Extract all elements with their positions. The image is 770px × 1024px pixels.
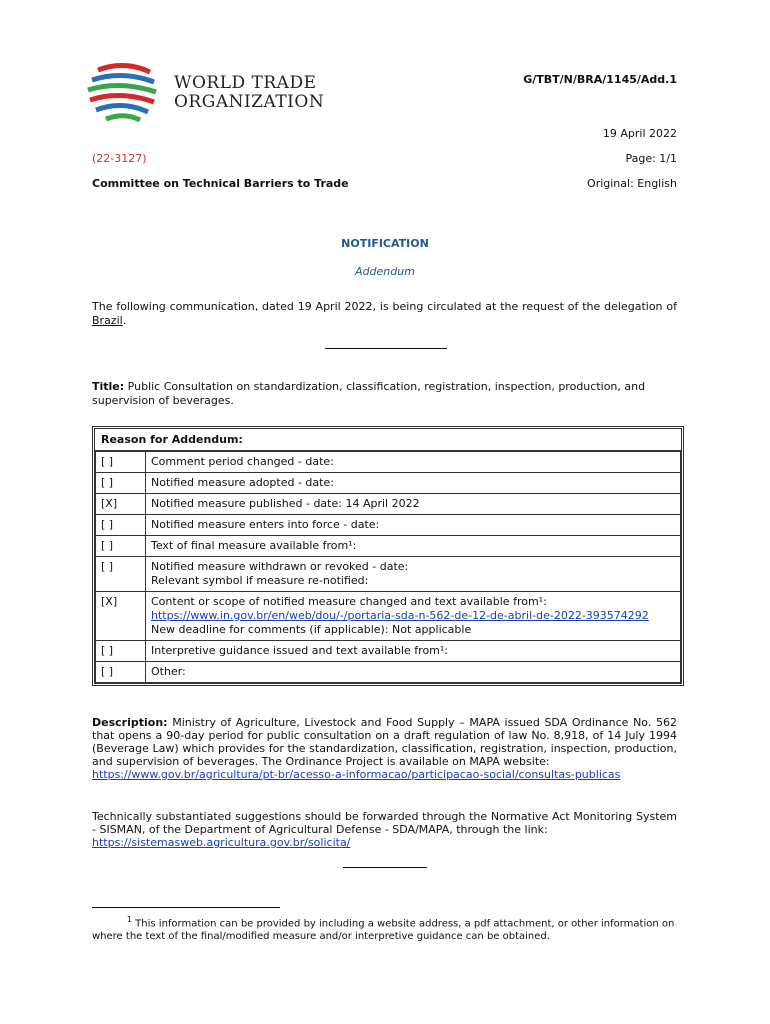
- checkbox-mark: [ ]: [96, 473, 146, 494]
- table-row: [96, 557, 681, 592]
- reason-text: Interpretive guidance issued and text available from¹:: [146, 641, 681, 662]
- title-paragraph: [92, 380, 677, 408]
- description-label: Description:: [92, 716, 168, 729]
- original-language: Original: English: [587, 177, 677, 190]
- sisman-link[interactable]: https://sistemasweb.agricultura.gov.br/solicita/: [92, 836, 351, 849]
- table-row: [96, 592, 681, 641]
- title-text: Public Consultation on standardization, classification, registration, inspection, production, and supervision of beverages.: [92, 380, 646, 407]
- intro-text: The following communication, dated 19 April 2022, is being circulated at the request of the delegation of: [92, 300, 677, 313]
- submission-paragraph: [92, 810, 677, 849]
- reason-table: [95, 451, 681, 683]
- footnote: [92, 913, 682, 943]
- member-country: Brazil: [92, 314, 123, 327]
- checkbox-mark: [ ]: [96, 536, 146, 557]
- intro-suffix: .: [122, 314, 127, 327]
- reason-text: Notified measure published - date: 14 April 2022: [146, 494, 681, 515]
- reason-text: Text of final measure available from¹:: [146, 536, 681, 557]
- reason-box: [92, 426, 684, 686]
- table-row: [96, 452, 681, 473]
- table-row: [96, 662, 681, 683]
- org-name-line2: ORGANIZATION: [174, 92, 325, 112]
- checkbox-mark: [ ]: [96, 641, 146, 662]
- intro-paragraph: [92, 300, 677, 328]
- checkbox-mark: [X]: [96, 592, 146, 641]
- table-row: [96, 515, 681, 536]
- table-row: [96, 473, 681, 494]
- reason-text: Comment period changed - date:: [146, 452, 681, 473]
- addendum-subheading: Addendum: [355, 265, 415, 278]
- reason-text: Notified measure adopted - date:: [146, 473, 681, 494]
- reason-cell: [146, 592, 681, 641]
- notification-heading: NOTIFICATION: [341, 237, 429, 250]
- reason-text-secondary: Relevant symbol if measure re-notified:: [151, 574, 369, 587]
- wto-logo-icon: [84, 58, 164, 128]
- reason-text: Notified measure enters into force - date:: [146, 515, 681, 536]
- reason-heading: Reason for Addendum:: [95, 429, 681, 451]
- reason-text: Content or scope of notified measure changed and text available from¹:: [151, 595, 547, 608]
- title-label: Title:: [92, 380, 125, 393]
- footnote-mark: 1: [126, 915, 132, 924]
- reason-text: Other:: [146, 662, 681, 683]
- portaria-link[interactable]: https://www.in.gov.br/en/web/dou/-/portaria-sda-n-562-de-12-de-abril-de-2022-393574292: [151, 609, 649, 622]
- wto-logo: [84, 58, 334, 128]
- submission-text: Technically substantiated suggestions should be forwarded through the Normative Act Monitoring System - SISMAN, of the Department of Agricultural Defense - SDA/MAPA, through the link:: [92, 810, 677, 836]
- checkbox-mark: [ ]: [96, 557, 146, 592]
- reference-number: (22-3127): [92, 152, 147, 165]
- checkbox-mark: [ ]: [96, 662, 146, 683]
- document-date: 19 April 2022: [602, 127, 677, 140]
- document-symbol: G/TBT/N/BRA/1145/Add.1: [523, 73, 677, 86]
- reason-text-secondary: New deadline for comments (if applicable): Not applicable: [151, 623, 472, 636]
- end-divider: [343, 867, 427, 868]
- table-row: [96, 536, 681, 557]
- reason-text: Notified measure withdrawn or revoked - date:: [151, 560, 409, 573]
- footnote-rule: [92, 907, 280, 908]
- checkbox-mark: [ ]: [96, 452, 146, 473]
- checkbox-mark: [X]: [96, 494, 146, 515]
- table-row: [96, 641, 681, 662]
- footnote-text: This information can be provided by including a website address, a pdf attachment, or other information on where the text of the final/modified measure and/or interpretive guidance can be obtained.: [92, 918, 675, 943]
- org-name-line1: WORLD TRADE: [174, 73, 317, 93]
- table-row: [96, 494, 681, 515]
- description-paragraph: [92, 716, 677, 781]
- checkbox-mark: [ ]: [96, 515, 146, 536]
- committee-name: Committee on Technical Barriers to Trade: [92, 177, 349, 190]
- section-divider: [325, 348, 447, 349]
- reason-cell: [146, 557, 681, 592]
- page-indicator: Page: 1/1: [625, 152, 677, 165]
- mapa-consultation-link[interactable]: https://www.gov.br/agricultura/pt-br/acesso-a-informacao/participacao-social/consultas-publicas: [92, 768, 621, 781]
- description-text: Ministry of Agriculture, Livestock and Food Supply – MAPA issued SDA Ordinance No. 562 that opens a 90-day period for public consultation on a draft regulation of law No. 8,918, of 14 July 1994 (Beverage Law) which provides for the standardization, classification, registration, inspection, production, and supervision of beverages. The Ordinance Project is available on MAPA website:: [92, 716, 677, 768]
